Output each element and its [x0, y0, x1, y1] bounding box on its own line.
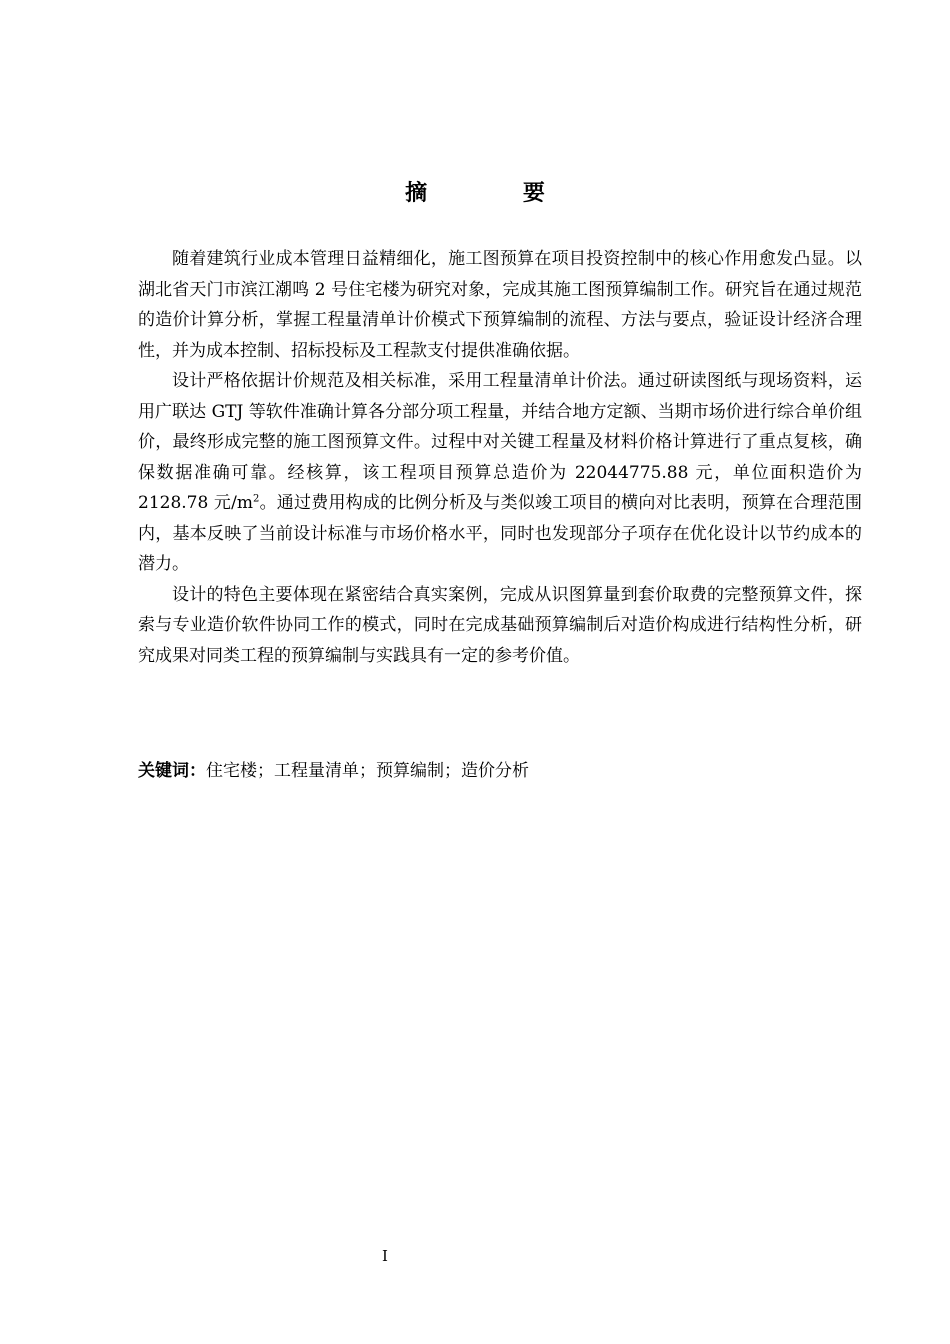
keywords-text: 住宅楼；工程量清单；预算编制；造价分析	[206, 761, 529, 781]
abstract-paragraph-3: 设计的特色主要体现在紧密结合真实案例，完成从识图算量到套价取费的完整预算文件，探索与专业造价软件协同工作的模式，同时在完成基础预算编制后对造价构成进行结构性分析，研究成果对同类工程的预算编制与实践具有一定的参考价值。	[138, 584, 862, 666]
keywords-line	[138, 756, 862, 786]
keywords-label: 关键词：	[138, 761, 206, 781]
abstract-paragraph-1: 随着建筑行业成本管理日益精细化，施工图预算在项目投资控制中的核心作用愈发凸显。以湖北省天门市滨江潮鸣 2 号住宅楼为研究对象，完成其施工图预算编制工作。研究旨在通过规范的造价计算分析，掌握工程量清单计价模式下预算编制的流程、方法与要点，验证设计经济合理性，并为成本控制、招标投标及工程款支付提供准确依据。	[138, 249, 862, 361]
abstract-body	[138, 244, 862, 671]
abstract-title: 摘 要	[405, 181, 589, 206]
paragraph-2-main-text: 设计严格依据计价规范及相关标准，采用工程量清单计价法。通过研读图纸与现场资料，运用广联达 GTJ 等软件准确计算各分部分项工程量，并结合地方定额、当期市场价进行综合单价组价，最终形成完整的施工图预算文件。过程中对关键工程量及材料价格计算进行了重点复核，确保数据准确可靠。经核算，该工程项目预算总造价为 22044775.88 元，单位面积造价为 2128.78 元/m	[138, 371, 862, 513]
unit-superscript: 2	[253, 493, 260, 505]
abstract-paragraph-2	[138, 366, 862, 580]
paragraph-2-tail-text: 。通过费用构成的比例分析及与类似竣工项目的横向对比表明，预算在合理范围内，基本反映了当前设计标准与市场价格水平，同时也发现部分子项存在优化设计以节约成本的潜力。	[138, 493, 863, 574]
page-number: I	[382, 1247, 388, 1265]
